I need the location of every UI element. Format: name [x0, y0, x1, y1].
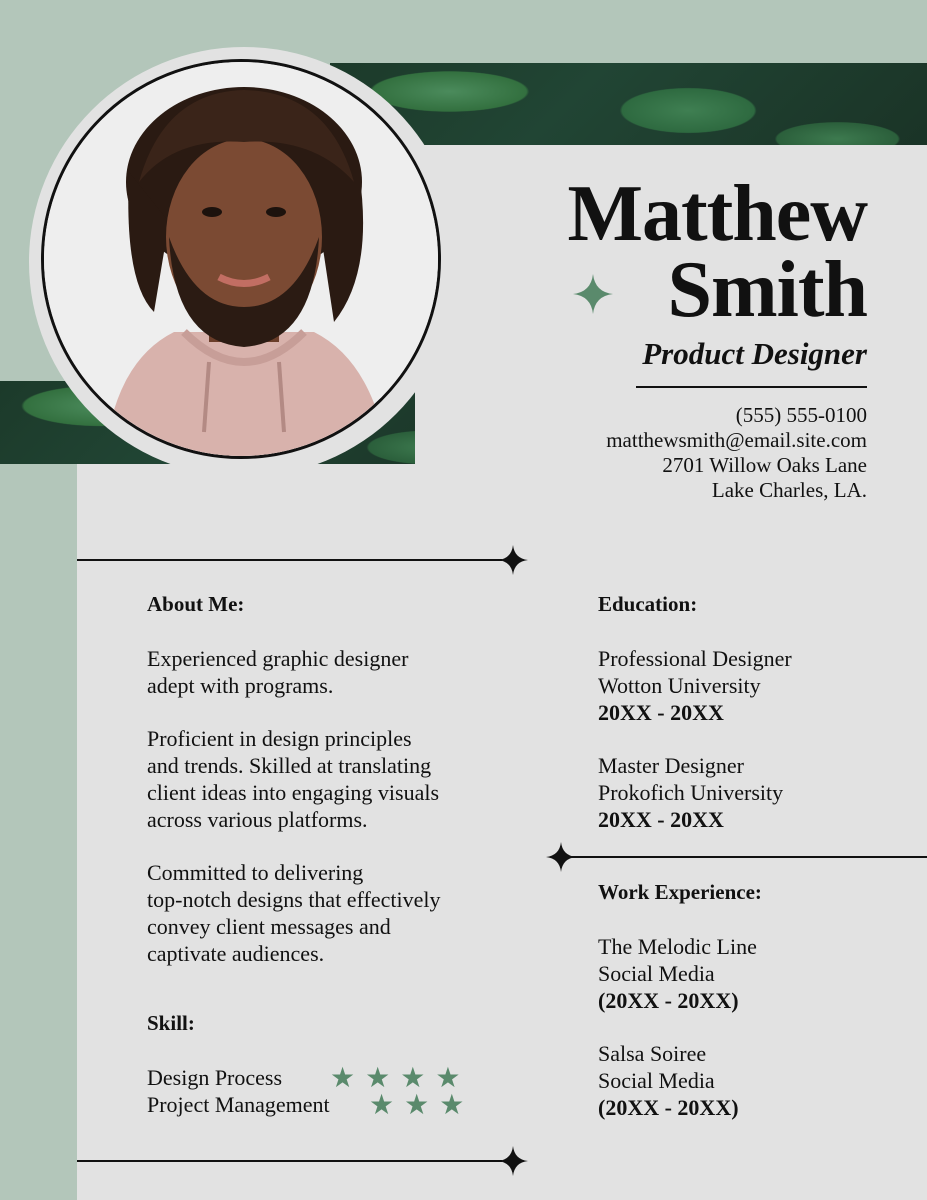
- education-years: 20XX - 20XX: [598, 700, 724, 725]
- rating-star-icon: ★: [369, 1088, 395, 1121]
- about-heading: About Me:: [147, 592, 245, 616]
- education-school: Wotton University: [598, 673, 761, 698]
- about-line: client ideas into engaging visuals: [147, 780, 440, 805]
- rating-star-icon: ★: [404, 1088, 430, 1121]
- about-line: top-notch designs that effectively: [147, 887, 441, 912]
- about-line: across various platforms.: [147, 807, 368, 832]
- about-section: [147, 592, 507, 967]
- work-entry-1: [598, 933, 898, 1014]
- about-line: Committed to delivering: [147, 860, 364, 885]
- skill-name-1: Design Process: [147, 1065, 283, 1090]
- work-company: The Melodic Line: [598, 934, 757, 959]
- avatar: [41, 59, 441, 459]
- work-entry-2: [598, 1040, 898, 1121]
- rating-star-icon: ★: [365, 1061, 391, 1094]
- work-years: (20XX - 20XX): [598, 988, 739, 1013]
- work-section: [598, 880, 898, 1121]
- education-degree: Master Designer: [598, 753, 745, 778]
- rating-star-icon: ★: [435, 1061, 461, 1094]
- work-role: Social Media: [598, 961, 715, 986]
- contact-block: [606, 403, 867, 503]
- about-line: convey client messages and: [147, 914, 391, 939]
- skill-name-2: Project Management: [147, 1092, 330, 1117]
- work-heading: Work Experience:: [598, 880, 762, 904]
- skill-rating-2: [369, 1088, 465, 1121]
- rating-star-icon: ★: [400, 1061, 426, 1094]
- about-paragraph-1: [147, 645, 507, 699]
- address-line2: Lake Charles, LA.: [711, 478, 867, 502]
- section-divider-bottom: [77, 1160, 502, 1162]
- education-years: 20XX - 20XX: [598, 807, 724, 832]
- four-point-star-icon: [498, 545, 528, 580]
- work-years: (20XX - 20XX): [598, 1095, 739, 1120]
- education-degree: Professional Designer: [598, 646, 792, 671]
- job-title: Product Designer: [642, 336, 867, 371]
- first-name: Matthew: [567, 170, 867, 258]
- about-line: Experienced graphic designer: [147, 646, 409, 671]
- about-paragraph-2: [147, 725, 507, 833]
- education-heading: Education:: [598, 592, 698, 616]
- education-entry-1: [598, 645, 898, 726]
- about-line: adept with programs.: [147, 673, 334, 698]
- work-role: Social Media: [598, 1068, 715, 1093]
- four-point-star-icon: [498, 1146, 528, 1181]
- four-point-star-icon: [546, 842, 576, 877]
- last-name: Smith: [667, 246, 867, 334]
- education-section: [598, 592, 898, 833]
- about-line: Proficient in design principles: [147, 726, 412, 751]
- about-line: and trends. Skilled at translating: [147, 753, 432, 778]
- green-star-icon: [573, 274, 613, 319]
- rating-star-icon: ★: [439, 1088, 465, 1121]
- title-divider: [636, 386, 867, 388]
- rating-star-icon: ★: [330, 1061, 356, 1094]
- section-divider-top: [77, 559, 502, 561]
- email-text: matthewsmith@email.site.com: [606, 428, 867, 452]
- education-entry-2: [598, 752, 898, 833]
- about-line: captivate audiences.: [147, 941, 325, 966]
- about-paragraph-3: [147, 859, 507, 967]
- section-divider-right: [570, 856, 927, 858]
- education-school: Prokofich University: [598, 780, 784, 805]
- skills-heading: Skill:: [147, 1011, 195, 1035]
- work-company: Salsa Soiree: [598, 1041, 707, 1066]
- phone-text: (555) 555-0100: [735, 403, 867, 427]
- address-line1: 2701 Willow Oaks Lane: [662, 453, 867, 477]
